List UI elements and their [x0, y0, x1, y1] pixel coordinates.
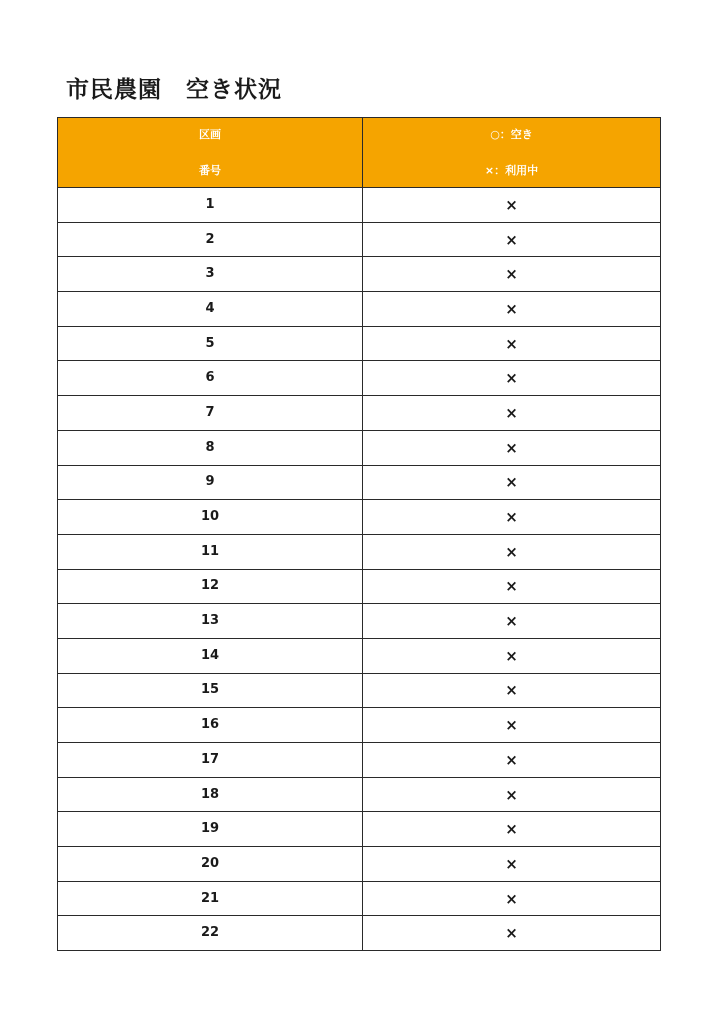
table-row	[58, 222, 661, 257]
plot-number-cell: 5	[58, 326, 363, 361]
plot-number-cell: 12	[58, 569, 363, 604]
table-row	[58, 743, 661, 778]
plot-number-cell: 15	[58, 673, 363, 708]
status-cell: ×	[363, 569, 661, 604]
status-cell: ×	[363, 326, 661, 361]
status-cell: ×	[363, 257, 661, 292]
table-header	[58, 118, 661, 188]
status-cell: ×	[363, 812, 661, 847]
status-cell: ×	[363, 777, 661, 812]
legend-vacant: ○：空き	[490, 128, 533, 141]
status-cell: ×	[363, 673, 661, 708]
status-cell: ×	[363, 847, 661, 882]
table-row	[58, 465, 661, 500]
plot-number-cell: 17	[58, 743, 363, 778]
status-cell: ×	[363, 396, 661, 431]
table-row	[58, 396, 661, 431]
table-row	[58, 708, 661, 743]
page-title: 市民農園 空き状況	[66, 77, 282, 103]
header-plot-number-line2: 番号	[199, 164, 221, 177]
table-row	[58, 430, 661, 465]
table-row	[58, 881, 661, 916]
status-cell: ×	[363, 361, 661, 396]
status-cell: ×	[363, 743, 661, 778]
status-cell: ×	[363, 430, 661, 465]
table-row	[58, 847, 661, 882]
header-status-legend	[363, 118, 661, 188]
table-row	[58, 673, 661, 708]
plot-number-cell: 21	[58, 881, 363, 916]
table-row	[58, 812, 661, 847]
plot-number-cell: 3	[58, 257, 363, 292]
status-cell: ×	[363, 222, 661, 257]
table-row	[58, 500, 661, 535]
plot-number-cell: 11	[58, 534, 363, 569]
status-cell: ×	[363, 500, 661, 535]
status-cell: ×	[363, 604, 661, 639]
availability-table	[57, 117, 661, 951]
table-row	[58, 188, 661, 223]
status-cell: ×	[363, 881, 661, 916]
table-row	[58, 257, 661, 292]
status-cell: ×	[363, 916, 661, 951]
table-row	[58, 777, 661, 812]
plot-number-cell: 19	[58, 812, 363, 847]
plot-number-cell: 16	[58, 708, 363, 743]
status-cell: ×	[363, 708, 661, 743]
status-cell: ×	[363, 188, 661, 223]
status-cell: ×	[363, 638, 661, 673]
plot-number-cell: 2	[58, 222, 363, 257]
plot-number-cell: 1	[58, 188, 363, 223]
plot-number-cell: 8	[58, 430, 363, 465]
availability-table-container	[57, 117, 660, 951]
table-row	[58, 326, 661, 361]
plot-number-cell: 14	[58, 638, 363, 673]
plot-number-cell: 9	[58, 465, 363, 500]
table-row	[58, 638, 661, 673]
header-plot-number	[58, 118, 363, 188]
table-row	[58, 569, 661, 604]
plot-number-cell: 13	[58, 604, 363, 639]
table-body	[58, 188, 661, 951]
plot-number-cell: 6	[58, 361, 363, 396]
legend-in-use: ×：利用中	[484, 164, 539, 177]
table-row	[58, 916, 661, 951]
status-cell: ×	[363, 465, 661, 500]
table-row	[58, 604, 661, 639]
plot-number-cell: 10	[58, 500, 363, 535]
plot-number-cell: 22	[58, 916, 363, 951]
header-row	[58, 118, 661, 188]
table-row	[58, 534, 661, 569]
status-cell: ×	[363, 292, 661, 327]
header-plot-number-line1: 区画	[199, 128, 221, 141]
status-cell: ×	[363, 534, 661, 569]
plot-number-cell: 20	[58, 847, 363, 882]
table-row	[58, 292, 661, 327]
table-row	[58, 361, 661, 396]
plot-number-cell: 7	[58, 396, 363, 431]
plot-number-cell: 18	[58, 777, 363, 812]
plot-number-cell: 4	[58, 292, 363, 327]
